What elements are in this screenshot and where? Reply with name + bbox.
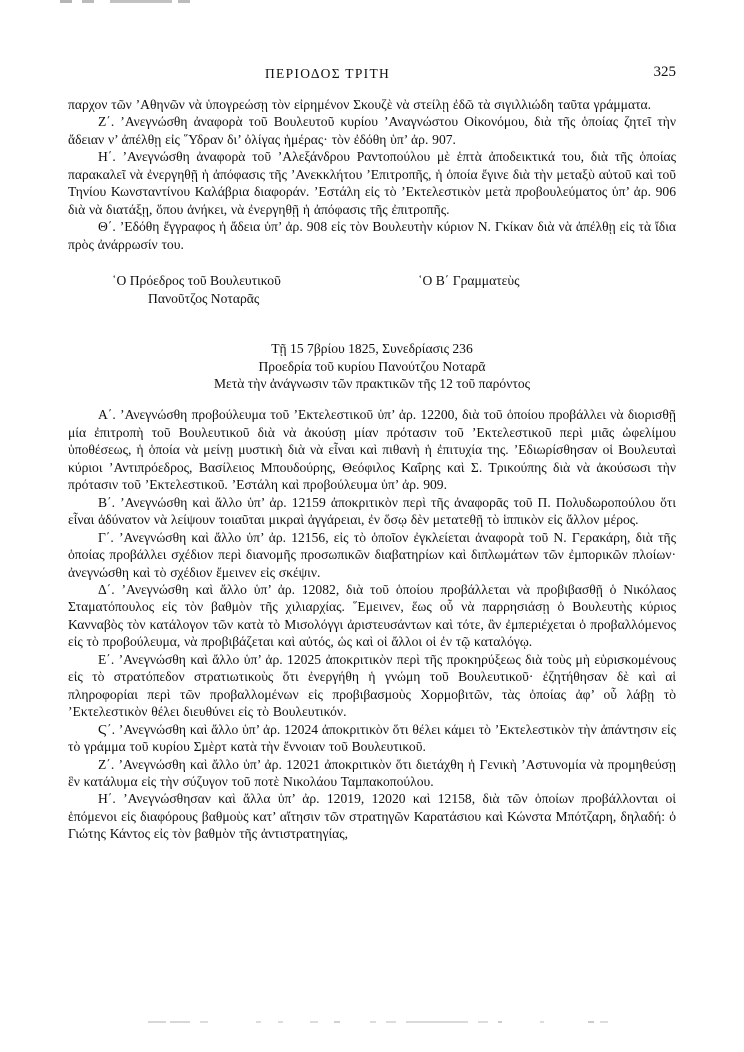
session-body: [68, 406, 676, 842]
page-number: 325: [653, 64, 676, 80]
paragraph-article-beta: Β΄. ’Ανεγνώσθη καὶ ἄλλο ὑπ’ ἀρ. 12159 ἀποκριτικὸν περὶ τῆς ἀναφορᾶς τοῦ Π. Πολυδωροπούλου ὅτι εἶναι ἀδύνατον νὰ λείψουν τοιαῦται μικραὶ ἀγγάρειαι, ἐν ὅσῳ δὲν μετατεθῇ τὸ ἱππικὸν εἰς ἄλλον μέρος.: [68, 494, 676, 528]
president-name: Πανοῦτζος Νοταρᾶς: [148, 290, 260, 306]
top-section-body: [68, 96, 676, 253]
running-head: [68, 66, 676, 96]
paragraph-article-gamma: Γ΄. ’Ανεγνώσθη καὶ ἄλλο ὑπ’ ἀρ. 12156, εἰς τὸ ὁποῖον ἐγκλείεται ἀναφορὰ τοῦ Ν. Γερακάρη, διὰ τῆς ὁποίας προβάλλει σχέδιον περὶ διανομῆς προσωπικῶν διαβατηρίων καὶ διπλωμάτων τῶν ἐμπορικῶν πλοίων· ἀνεγνώσθη καὶ τὸ σχέδιον ἔμεινεν εἰς σκέψιν.: [68, 529, 676, 580]
session-heading: [68, 340, 676, 392]
page-content: [68, 66, 676, 843]
paragraph-article-theta: Θ΄. ’Εδόθη ἔγγραφος ἡ ἄδεια ὑπ’ ἀρ. 908 εἰς τὸν Βουλευτὴν κύριον Ν. Γκίκαν διὰ νὰ ἀπέλθῃ εἰς τὰ ἴδια πρὸς ἀνάρρωσίν του.: [68, 219, 676, 252]
scan-artifact-bottom: [148, 1021, 718, 1023]
paragraph-article-stigma: Ϛ΄. ’Ανεγνώσθη καὶ ἄλλο ὑπ’ ἀρ. 12024 ἀποκριτικὸν ὅτι θέλει κάμει τὸ ’Εκτελεστικὸν τὴν ἀπάντησιν εἰς τὸ γράμμα τοῦ κυρίου Σμὲρτ κατὰ τὴν ἔννοιαν τοῦ Βουλευτικοῦ.: [68, 721, 676, 755]
paragraph-article-zeta-2: Ζ΄. ’Ανεγνώσθη καὶ ἄλλο ὑπ’ ἀρ. 12021 ἀποκριτικὸν ὅτι διετάχθη ἡ Γενικὴ ’Αστυνομία νὰ προμηθεύσῃ ἓν κατάλυμα εἰς τὴν σύζυγον τοῦ ποτὲ Νικολάου Ταμπακοπούλου.: [68, 756, 676, 789]
president-title: ῾Ο Πρόεδρος τοῦ Βουλευτικοῦ: [112, 273, 281, 289]
paragraph-article-alpha: Α΄. ’Ανεγνώσθη προβούλευμα τοῦ ’Εκτελεστικοῦ ὑπ’ ἀρ. 12200, διὰ τοῦ ὁποίου προβάλλει νὰ διορισθῇ μία ἐπιτροπὴ τοῦ Βουλευτικοῦ διὰ νὰ ἀκούσῃ μίαν πρότασιν τοῦ ’Εκτελεστικοῦ περὶ μιᾶς ὠφελίμου ὑποθέσεως, ἡ ὁποία νὰ μείνῃ μυστικὴ διὰ νὰ εἶναι καὶ πιθανὴ ἡ ἐπιτυχία της. ’Εδιωρίσθησαν οἱ Βουλευταὶ κύριοι ’Αντιπρόεδρος, Βασίλειος Μπουδούρης, Θεόφιλος Καΐρης καὶ Σ. Τρικούπης διὰ νὰ ἀκούσωσι τὴν πρότασιν τοῦ ’Εκτελεστικοῦ. ’Εστάλη καὶ προβούλευμα ὑπ’ ἀρ. 909.: [68, 407, 676, 493]
signature-block: [68, 272, 676, 312]
running-head-title: ΠΕΡΙΟΔΟΣ ΤΡΙΤΗ: [265, 66, 391, 81]
secretary-title: ῾Ο Β΄ Γραμματεὺς: [418, 273, 520, 289]
paragraph-article-eta: Η΄. ’Ανεγνώσθη ἀναφορὰ τοῦ ’Αλεξάνδρου Ραντοπούλου μὲ ἑπτὰ ἀποδεικτικά του, διὰ τῆς ὁποίας παρακαλεῖ νὰ ἐνεργηθῇ ἡ ἀπόφασις τῆς ’Ανεκκλήτου ’Επιτροπῆς, ἡ ὁποία ἔγινε διὰ τὴν μεταξὺ αὐτοῦ καὶ τοῦ Τηνίου Κωνσταντίνου Καλάβρια διαφοράν. ’Εστάλη εἰς τὸ ’Εκτελεστικὸν μετὰ προβουλεύματος ὑπ’ ἀρ. 906 διὰ νὰ διατάξῃ, ὅπου ἀνήκει, νὰ ἐνεργηθῇ ἡ ἀπόφασις τῆς ἐπιτροπῆς.: [68, 149, 676, 217]
paragraph-article-zeta: Ζ΄. ’Ανεγνώσθη ἀναφορὰ τοῦ Βουλευτοῦ κυρίου ’Αναγνώστου Οἰκονόμου, διὰ τῆς ὁποίας ζητεῖ τὴν ἄδειαν ν’ ἀπέλθῃ εἰς ῞Υδραν δι’ ὀλίγας ἡμέρας· τὸν ἐδόθη ὑπ’ ἀρ. 907.: [68, 114, 676, 147]
session-heading-line-presidency: Προεδρία τοῦ κυρίου Πανούτζου Νοταρᾶ: [258, 358, 486, 374]
session-heading-line-date: Τῇ 15 7βρίου 1825, Συνεδρίασις 236: [271, 341, 473, 357]
paragraph-continued: παρχον τῶν ’Αθηνῶν νὰ ὑπογρεώσῃ τὸν εἰρημένον Σκουζὲ νὰ στείλῃ ἐδῶ τὰ σιγιλλιώδη ταῦτα γράμματα.: [68, 97, 652, 112]
paragraph-article-eta-2: Η΄. ’Ανεγνώσθησαν καὶ ἄλλα ὑπ’ ἀρ. 12019, 12020 καὶ 12158, διὰ τῶν ὁποίων προβάλλονται οἱ ἑπόμενοι εἰς διαφόρους βαθμοὺς κατ’ αἴτησιν τῶν στρατηγῶν Καρατάσιου καὶ Κώνστα Μπότζαρη, δηλαδή: ὁ Γιώτης Κάντος εἰς τὸν βαθμὸν τῆς ἀντιστρατηγίας,: [68, 791, 676, 842]
paragraph-article-epsilon: Ε΄. ’Ανεγνώσθη καὶ ἄλλο ὑπ’ ἀρ. 12025 ἀποκριτικὸν περὶ τῆς προκηρύξεως διὰ τοὺς μὴ εὑρισκομένους εἰς τὸ στρατόπεδον στρατιωτικοὺς ὅτι ἐνεργήθη ἡ γνώμη τοῦ Βουλευτικοῦ· ἐζητήθησαν δὲ καὶ αἱ πληροφορίαι περὶ τῶν προβαλλομένων εἰς προβιβασμοὺς Χορμοβιτῶν, τὰς ὁποίας ἀφ’ οὗ λάβῃ τὸ ’Εκτελεστικὸν θέλει διευθύνει εἰς τὸ Βουλευτικόν.: [68, 651, 676, 720]
scan-artifact-top: [60, 0, 220, 3]
paragraph-article-delta: Δ΄. ’Ανεγνώσθη καὶ ἄλλο ὑπ’ ἀρ. 12082, διὰ τοῦ ὁποίου προβάλλεται νὰ προβιβασθῇ ὁ Νικόλαος Σταματόπουλος εἰς τὸν βαθμὸν τῆς χιλιαρχίας. ῞Εμεινεν, ἕως οὗ νὰ παρρησιάσῃ ὁ Βουλευτὴς κύριος Κανναβὸς τὸν κατάλογον τῶν κατὰ τὸ Μισολόγγι ἀριστευσάντων καὶ τότε, ἂν ἐμπεριέχεται ὁ προβαλλόμενος εἰς τὸ προβούλευμα, νὰ προβιβάζεται καὶ αὐτός, ὡς καὶ οἱ ἄλλοι οἱ ἐν τῷ καταλόγῳ.: [68, 581, 676, 650]
session-heading-line-minutes: Μετὰ τὴν ἀνάγνωσιν τῶν πρακτικῶν τῆς 12 τοῦ παρόντος: [213, 375, 531, 391]
